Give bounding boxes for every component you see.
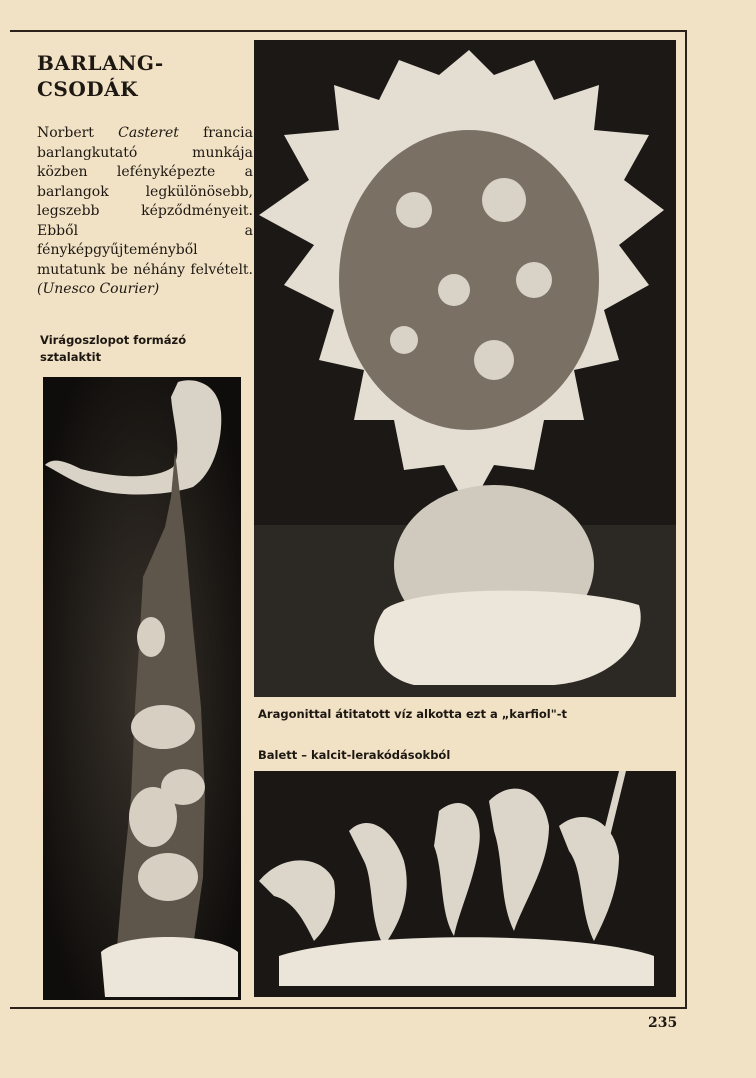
photo-caption-ballet: Balett – kalcit-lerakódásokból [258,748,451,762]
photo-aragonite-cauliflower [254,40,676,697]
article-intro [37,124,253,300]
photo-stalactite-column [43,377,241,1000]
page-number: 235 [648,1015,678,1031]
photo-caption-stalactite: Virágoszlopot formázó sztalaktit [40,333,187,364]
intro-author-name: Casteret [118,125,179,141]
photo-caption-aragonite: Aragonittal átitatott víz alkotta ezt a „karfiol"-t [258,707,568,721]
photo-calcite-ballet [254,771,676,997]
intro-text-1: Norbert [37,125,119,141]
intro-source: (Unesco Courier) [37,281,160,297]
article-title: BARLANG- CSODÁK [37,51,164,101]
intro-text-2: francia barlangkutató munkája közben lefényképezte a barlangok legkülönösebb, legszebb képződményeit. Ebből a fényképgyűjteményből mutatunk be néhány felvételt. [37,125,254,278]
